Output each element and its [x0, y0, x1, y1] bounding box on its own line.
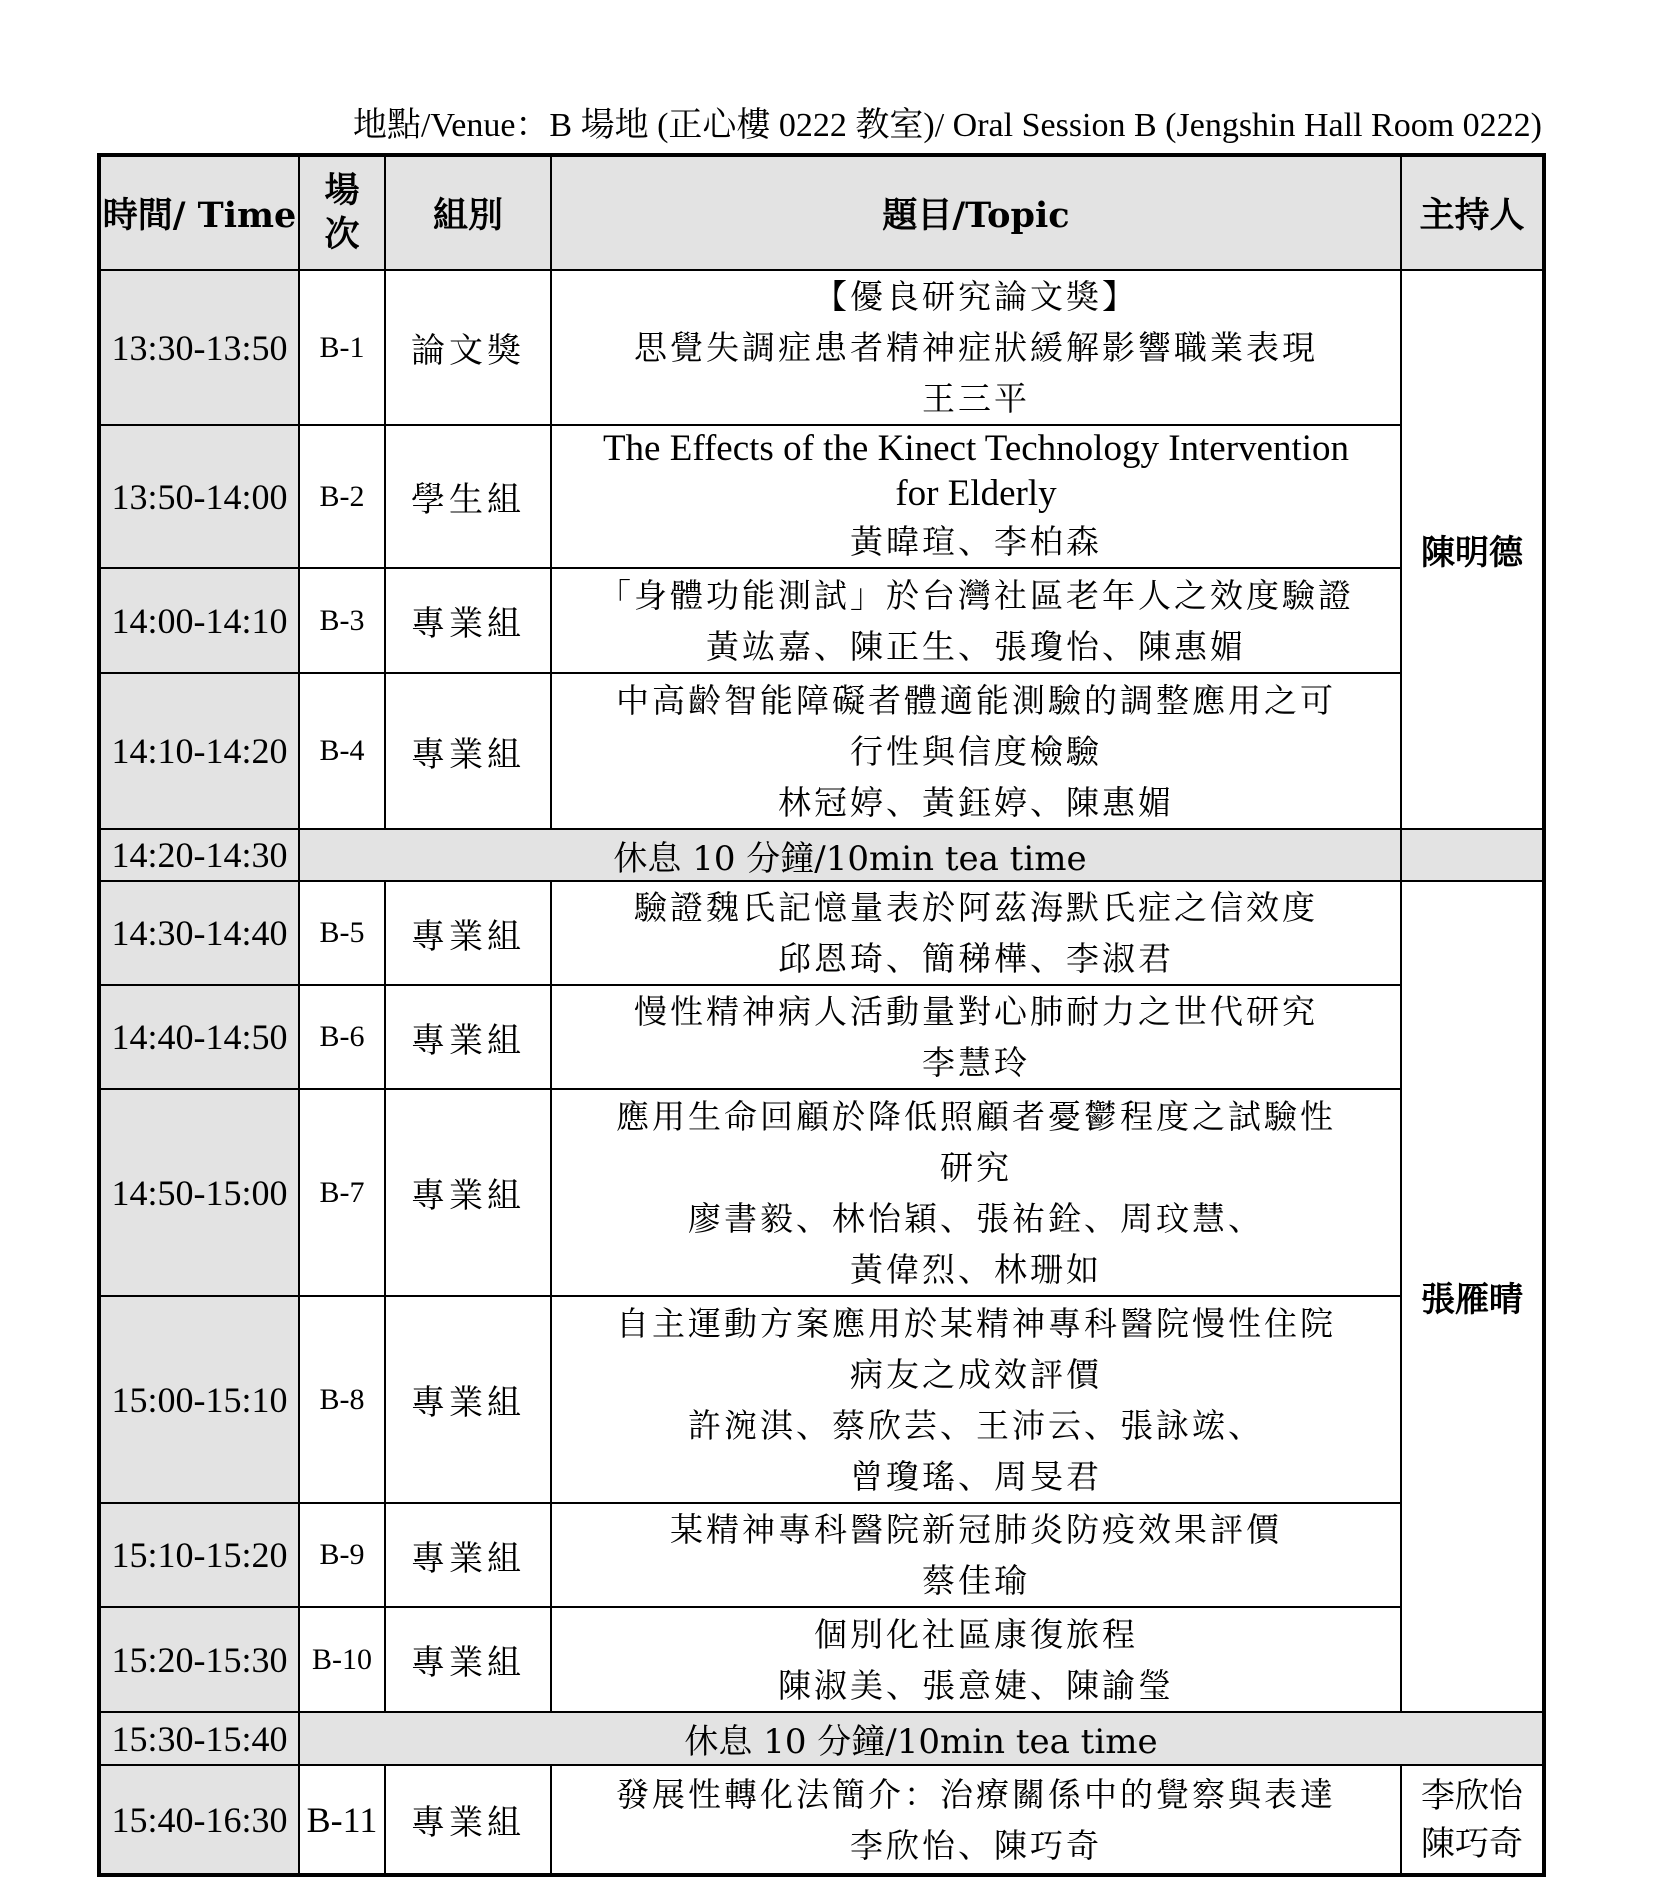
- row-group: 論文獎: [385, 270, 551, 425]
- topic-line: 廖書毅、林怡穎、張祐銓、周玟慧、: [688, 1198, 1264, 1238]
- header-session: [299, 155, 385, 270]
- row-time: 13:30-13:50: [99, 270, 299, 425]
- row-group: 專業組: [385, 1089, 551, 1296]
- venue-title: 地點/Venue：B 場地 (正心樓 0222 教室)/ Oral Session B (Jengshin Hall Room 0222): [353, 107, 1542, 144]
- row-code: B-6: [299, 985, 385, 1089]
- topic-line: 黃暐瑄、李柏森: [850, 522, 1102, 561]
- row-topic: [551, 673, 1401, 829]
- row-topic: [551, 881, 1401, 985]
- topic-line: 林冠婷、黃鈺婷、陳惠媚: [778, 782, 1174, 822]
- topic-line: 黃竑嘉、陳正生、張瓊怡、陳惠媚: [706, 626, 1246, 666]
- header-session-label: 場次: [324, 170, 360, 255]
- break-row: [99, 829, 1544, 881]
- header-topic: 題目/Topic: [551, 155, 1401, 270]
- row-time: 15:00-15:10: [99, 1296, 299, 1503]
- table-row: [99, 1607, 1544, 1712]
- row-code: B-3: [299, 568, 385, 673]
- break-label: 休息 10 分鐘/10min tea time: [299, 829, 1401, 881]
- row-time: 14:50-15:00: [99, 1089, 299, 1296]
- host-third-name: 李欣怡: [1421, 1775, 1523, 1816]
- row-group: 專業組: [385, 881, 551, 985]
- table-row: [99, 673, 1544, 829]
- header-group: 組別: [385, 155, 551, 270]
- topic-line: 邱恩琦、簡稊樺、李淑君: [778, 939, 1174, 978]
- row-group: 專業組: [385, 985, 551, 1089]
- topic-line: 慢性精神病人活動量對心肺耐力之世代研究: [634, 992, 1318, 1031]
- row-group: 專業組: [385, 1503, 551, 1607]
- table-row: [99, 1296, 1544, 1503]
- host-first: 陳明德: [1401, 270, 1544, 829]
- topic-line: 許涴淇、蔡欣芸、王沛云、張詠竤、: [688, 1405, 1264, 1445]
- row-code: B-11: [299, 1765, 385, 1875]
- row-group: 專業組: [385, 1607, 551, 1712]
- row-time: 14:00-14:10: [99, 568, 299, 673]
- table-row: [99, 1503, 1544, 1607]
- row-code: B-9: [299, 1503, 385, 1607]
- break-label: 休息 10 分鐘/10min tea time: [299, 1712, 1544, 1765]
- topic-line: for Elderly: [895, 473, 1057, 514]
- topic-line: 驗證魏氏記憶量表於阿茲海默氏症之信效度: [634, 888, 1318, 927]
- topic-line: 李慧玲: [922, 1043, 1030, 1082]
- table-row: [99, 425, 1544, 568]
- row-group: 專業組: [385, 1765, 551, 1875]
- host-third-name: 陳巧奇: [1421, 1823, 1523, 1864]
- row-topic: [551, 270, 1401, 425]
- row-topic: [551, 1765, 1401, 1875]
- header-host: 主持人: [1401, 155, 1544, 270]
- table-row: [99, 1089, 1544, 1296]
- header-time: 時間/ Time: [99, 155, 299, 270]
- row-group: 專業組: [385, 673, 551, 829]
- header-row: [99, 155, 1544, 270]
- row-group: 專業組: [385, 1296, 551, 1503]
- row-code: B-1: [299, 270, 385, 425]
- table-row: [99, 270, 1544, 425]
- break-time: 14:20-14:30: [99, 829, 299, 881]
- row-code: B-10: [299, 1607, 385, 1712]
- topic-line: 發展性轉化法簡介：治療關係中的覺察與表達: [616, 1774, 1336, 1814]
- row-code: B-5: [299, 881, 385, 985]
- row-time: 13:50-14:00: [99, 425, 299, 568]
- topic-line: 【優良研究論文獎】: [814, 277, 1138, 316]
- topic-line: 王三平: [922, 379, 1030, 418]
- row-topic: [551, 1296, 1401, 1503]
- row-group: 專業組: [385, 568, 551, 673]
- row-topic: [551, 1607, 1401, 1712]
- break-row: [99, 1712, 1544, 1765]
- topic-line: 病友之成效評價: [850, 1354, 1102, 1394]
- row-topic: [551, 425, 1401, 568]
- topic-line: 研究: [940, 1147, 1012, 1187]
- row-time: 14:40-14:50: [99, 985, 299, 1089]
- topic-line: 李欣怡、陳巧奇: [850, 1825, 1102, 1865]
- topic-line: 黃偉烈、林珊如: [850, 1249, 1102, 1289]
- row-time: 15:20-15:30: [99, 1607, 299, 1712]
- topic-line: 應用生命回顧於降低照顧者憂鬱程度之試驗性: [616, 1096, 1336, 1136]
- row-code: B-7: [299, 1089, 385, 1296]
- topic-line: 「身體功能測試」於台灣社區老年人之效度驗證: [598, 575, 1354, 615]
- row-time: 14:30-14:40: [99, 881, 299, 985]
- row-group: 學生組: [385, 425, 551, 568]
- topic-line: 曾瓊瑤、周旻君: [850, 1456, 1102, 1496]
- host-third: [1401, 1765, 1544, 1875]
- topic-line: 個別化社區康復旅程: [814, 1614, 1138, 1654]
- topic-line: 陳淑美、張意婕、陳諭瑩: [778, 1665, 1174, 1705]
- table-row: [99, 1765, 1544, 1875]
- table-row: [99, 985, 1544, 1089]
- topic-line: 蔡佳瑜: [922, 1561, 1030, 1600]
- row-code: B-8: [299, 1296, 385, 1503]
- break-host-cell: [1401, 829, 1544, 881]
- table-row: [99, 881, 1544, 985]
- row-topic: [551, 568, 1401, 673]
- row-time: 15:40-16:30: [99, 1765, 299, 1875]
- row-topic: [551, 1089, 1401, 1296]
- topic-line: 思覺失調症患者精神症狀緩解影響職業表現: [634, 328, 1318, 367]
- break-time: 15:30-15:40: [99, 1712, 299, 1765]
- topic-line: 行性與信度檢驗: [850, 731, 1102, 771]
- row-time: 14:10-14:20: [99, 673, 299, 829]
- host-second: 張雁晴: [1401, 881, 1544, 1712]
- row-code: B-4: [299, 673, 385, 829]
- row-topic: [551, 985, 1401, 1089]
- topic-line: The Effects of the Kinect Technology Intervention: [602, 428, 1350, 469]
- row-code: B-2: [299, 425, 385, 568]
- table-row: [99, 568, 1544, 673]
- row-topic: [551, 1503, 1401, 1607]
- topic-line: 中高齡智能障礙者體適能測驗的調整應用之可: [616, 680, 1336, 720]
- topic-line: 某精神專科醫院新冠肺炎防疫效果評價: [670, 1510, 1282, 1549]
- row-time: 15:10-15:20: [99, 1503, 299, 1607]
- schedule-table: [97, 153, 1546, 1877]
- topic-line: 自主運動方案應用於某精神專科醫院慢性住院: [616, 1303, 1336, 1343]
